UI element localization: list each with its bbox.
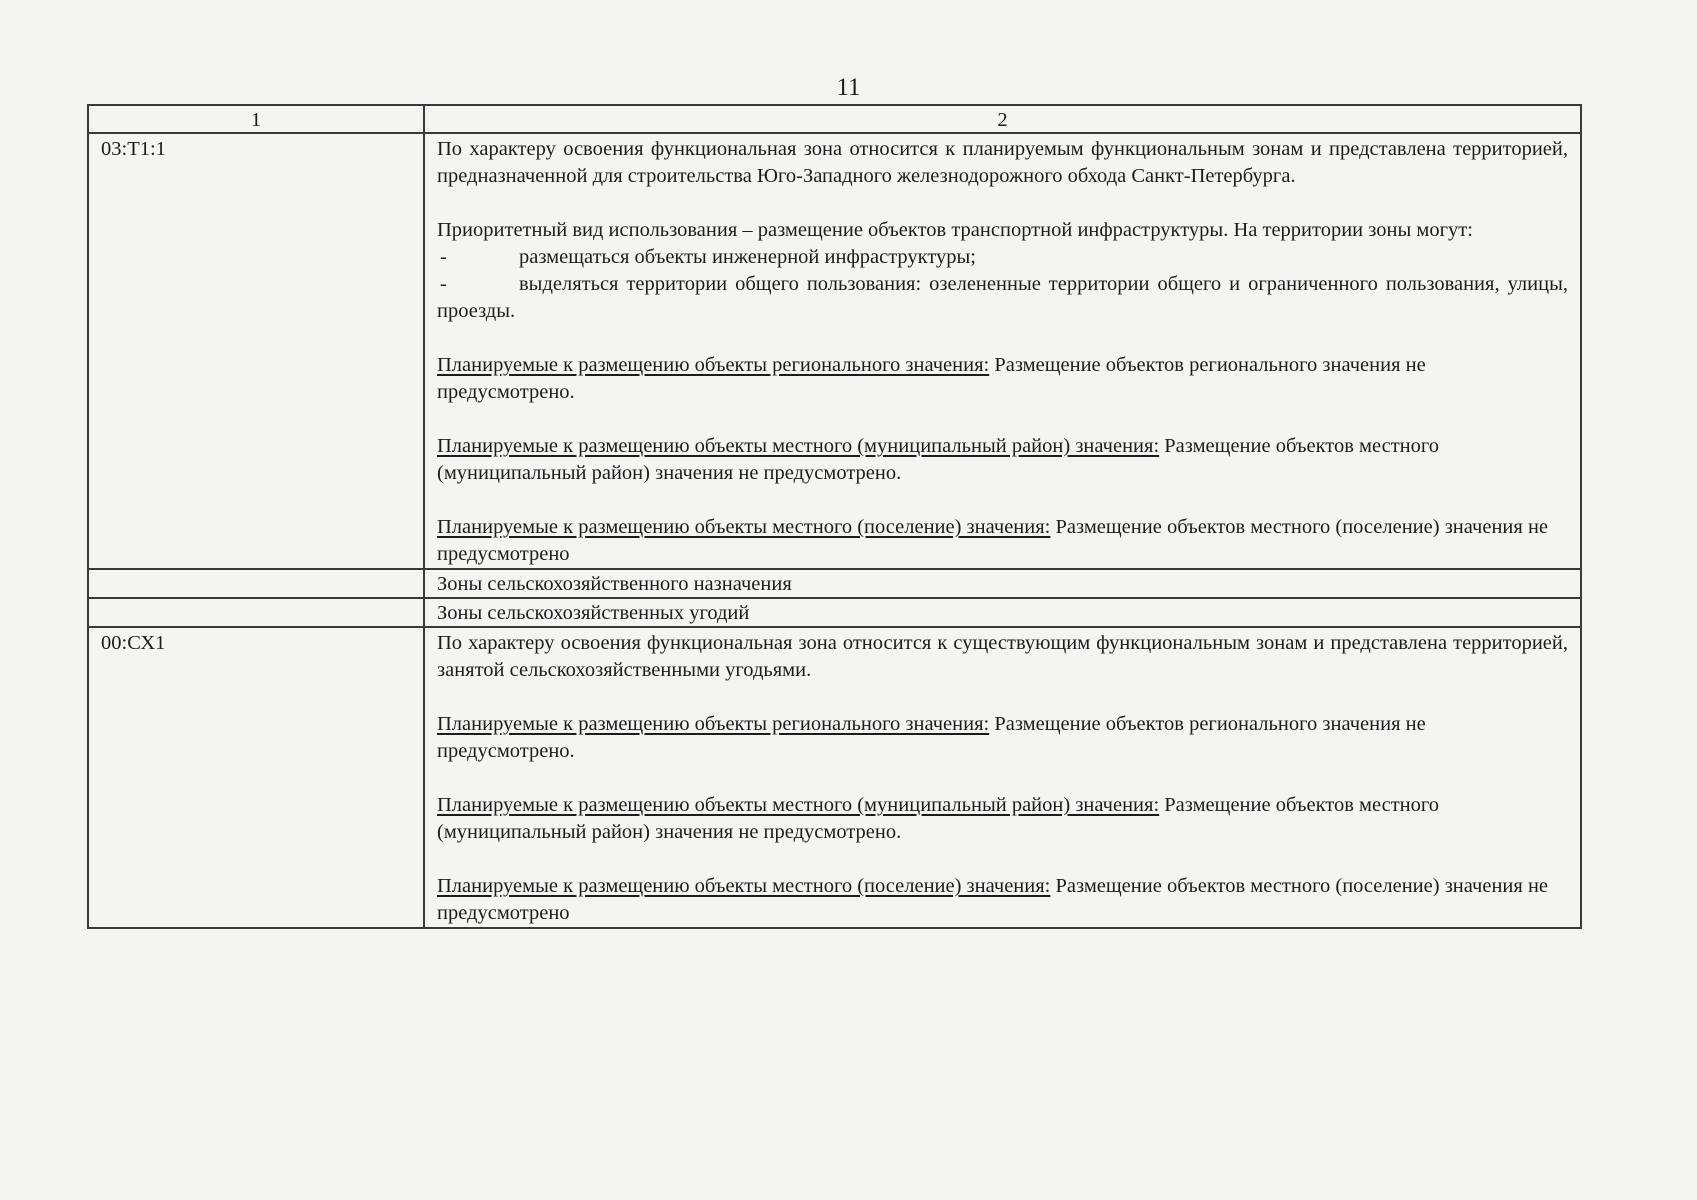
functional-zones-table [87, 104, 1582, 929]
zone-code-cell: 03:Т1:1 [88, 133, 424, 569]
municipal-objects-paragraph [437, 792, 1568, 846]
municipal-objects-paragraph [437, 433, 1568, 487]
column-header-1: 1 [88, 105, 424, 133]
zone-characteristic-paragraph: По характеру освоения функциональная зона относится к существующим функциональным зонам и представлена территорией, занятой сельскохозяйственными угодьями. [437, 632, 1568, 681]
regional-objects-label: Планируемые к размещению объекты регионального значения: [437, 713, 990, 735]
zone-description-cell [424, 133, 1581, 569]
column-header-2: 2 [424, 105, 1581, 133]
zone-description-cell [424, 627, 1581, 928]
municipal-objects-text: Размещение объектов местного (муниципальный район) значения не предусмотрено. [437, 435, 1440, 484]
settlement-objects-label: Планируемые к размещению объекты местного (поселение) значения: [437, 516, 1051, 538]
zone-characteristic-paragraph: По характеру освоения функциональная зона относится к планируемым функциональным зонам и представлена территорией, предназначенной для строительства Юго-Западного железнодорожного обхода Санкт-Петербурга. [437, 138, 1568, 187]
list-item-text: размещаться объекты инженерной инфраструктуры; [519, 246, 976, 268]
zone-code-cell: 00:СХ1 [88, 627, 424, 928]
table-row [88, 598, 1581, 627]
list-item: - размещаться объекты инженерной инфраструктуры; [437, 244, 1568, 271]
regional-objects-text: Размещение объектов регионального значения не предусмотрено. [437, 713, 1426, 762]
zone-group-heading: Зоны сельскохозяйственного назначения [424, 569, 1581, 598]
regional-objects-paragraph [437, 352, 1568, 406]
table-row [88, 569, 1581, 598]
municipal-objects-label: Планируемые к размещению объекты местного (муниципальный район) значения: [437, 794, 1160, 816]
municipal-objects-text: Размещение объектов местного (муниципальный район) значения не предусмотрено. [437, 794, 1440, 843]
regional-objects-paragraph [437, 711, 1568, 765]
zone-subgroup-heading: Зоны сельскохозяйственных угодий [424, 598, 1581, 627]
zone-code-cell [88, 598, 424, 627]
settlement-objects-paragraph [437, 873, 1568, 927]
table-header-row [88, 105, 1581, 133]
settlement-objects-text: Размещение объектов местного (поселение) значения не предусмотрено [437, 875, 1549, 924]
municipal-objects-label: Планируемые к размещению объекты местного (муниципальный район) значения: [437, 435, 1160, 457]
settlement-objects-text: Размещение объектов местного (поселение) значения не предусмотрено [437, 516, 1549, 565]
list-item-text: выделяться территории общего пользования: озелененные территории общего и ограниченного пользования, улицы, проезды. [437, 273, 1568, 322]
settlement-objects-label: Планируемые к размещению объекты местного (поселение) значения: [437, 875, 1051, 897]
settlement-objects-paragraph [437, 514, 1568, 568]
zone-code-cell [88, 569, 424, 598]
regional-objects-label: Планируемые к размещению объекты регионального значения: [437, 354, 990, 376]
table-row [88, 627, 1581, 928]
page-number: 11 [836, 74, 861, 101]
regional-objects-text: Размещение объектов регионального значения не предусмотрено. [437, 354, 1426, 403]
table-row [88, 133, 1581, 569]
priority-use-paragraph: Приоритетный вид использования – размещение объектов транспортной инфраструктуры. На территории зоны могут: [437, 219, 1473, 241]
list-item: - выделяться территории общего пользования: озелененные территории общего и ограниченного пользования, улицы, проезды. [437, 271, 1568, 325]
